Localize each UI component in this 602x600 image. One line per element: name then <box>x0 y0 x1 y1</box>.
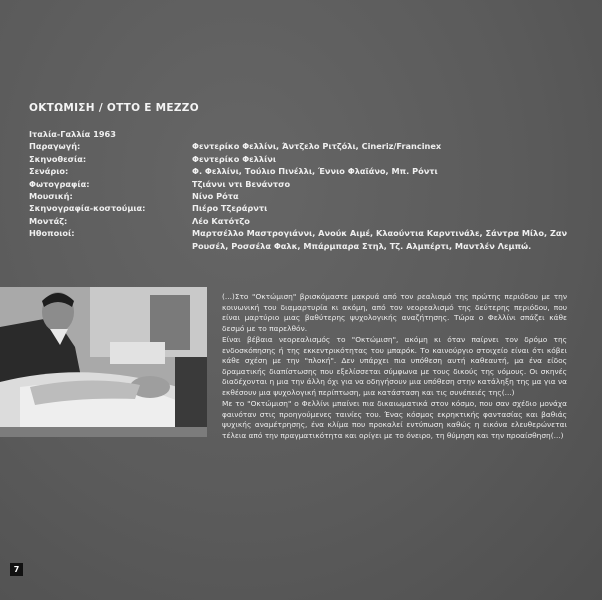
credit-value: Φεντερίκο Φελλίνι <box>192 153 277 164</box>
film-still-photo <box>0 287 207 437</box>
paragraph: Με το "Οκτώμιση" ο Φελλίνι μπαίνει πια δικαιωματικά στον κόσμο, που σαν σχέδιο μονάχα φαινόταν στις προηγούμενες ταινίες του. Ένας κόσμος εκρηκτικής φαντασίας και βαθιάς ψυχικής αναμέτρησης, ένα κλίμα που προκαλεί εντύπωση καθώς η εικόνα ελευθερώνεται τέλεια από την πραγματικότητα και ορίγει με το όνειρο, τη θύμηση και την προαίσθηση(...) <box>222 399 567 440</box>
credit-value: Λέο Κατότζο <box>192 215 250 226</box>
origin-text: Ιταλία-Γαλλία 1963 <box>29 129 116 139</box>
credit-label: Σκηνογραφία-κοστούμια: <box>29 203 146 214</box>
credit-row-set-design <box>29 202 589 214</box>
film-still-image <box>0 287 207 437</box>
paragraph: (...)Στο "Οκτώμιση" βρισκόμαστε μακρυά από τον ρεαλισμό της πρώτης περιόδου με την κοινωνική του διαμαρτυρία κι ακόμη, από τον νεορεαλισμό της δεύτερης περιόδου, που είναι μαρτύριο μιας βαθύτερης ψυχολογικής αναζήτησης. Τώρα ο Φελλίνι σπάζει κάθε δεσμό με το παρελθόν. <box>222 292 567 333</box>
credit-value: Τζιάννι ντι Βενάντσο <box>192 178 291 189</box>
credit-value: Φεντερίκο Φελλίνι, Άντζελο Ριτζόλι, Cineriz/Francinex <box>192 141 442 152</box>
credit-value: Πιέρο Τζεράρντι <box>192 203 268 214</box>
credit-label: Ηθοποιοί: <box>29 228 75 239</box>
credit-row-cast <box>29 227 589 252</box>
credit-label: Φωτογραφία: <box>29 178 90 189</box>
credit-label: Μουσική: <box>29 191 73 202</box>
paragraph: Είναι βέβαια νεορεαλισμός το "Οκτώμιση", ακόμη κι όταν παίρνει τον δρόμο της ενδοσκόπησης ή της εκκεντρικότητας του μπαρόκ. Το καινούργιο στοιχείο είναι ότι κόβει κάθε σχέση με την "πλοκή". Δεν υπάρχει πια υπόθεση αυτή καθεαυτή, μα ένα είδος δραματικής διαπίστωσης που εξελίσσεται σύμφωνα με τους δικούς της νόμους. Οι σκηνές διαδέχονται η μια την άλλη όχι για να οδηγήσουν μια υπόθεση στην κατάληξη της μα για να εκθέσουν μια ψυχολογική περίπτωση, μια κατάσταση και τις συνέπειές της(...) <box>222 335 567 397</box>
credit-value: Νίνο Ρότα <box>192 191 239 202</box>
credit-label: Παραγωγή: <box>29 141 81 152</box>
credit-label: Σκηνοθεσία: <box>29 153 87 164</box>
credit-row-editing <box>29 215 589 227</box>
credit-value: Μαρτσέλλο Μαστρογιάννι, Ανούκ Αιμέ, Κλαούντια Καρντινάλε, Σάντρα Μίλο, Ζαν Ρουσέλ, Ροσσέλα Φαλκ, Μπάρμπαρα Στηλ, Τζ. Αλμπέρτι, Μαντλέν Λεμπώ. <box>192 228 568 251</box>
credit-value: Φ. Φελλίνι, Τούλιο Πινέλλι, Έννιο Φλαϊάνο, Μπ. Ρόντι <box>192 166 438 177</box>
credits-block <box>29 128 589 252</box>
credit-row-photography <box>29 178 589 190</box>
credit-row-production <box>29 140 589 152</box>
page-number: 7 <box>10 563 23 576</box>
review-text <box>222 292 567 442</box>
credit-row-direction <box>29 153 589 165</box>
film-title: ΟΚΤΩΜΙΣΗ / ΟΤΤΟ Ε ΜΕΖΖΟ <box>29 102 199 114</box>
credit-row-screenplay <box>29 165 589 177</box>
credit-label: Σενάριο: <box>29 166 69 177</box>
credit-label: Μοντάζ: <box>29 215 68 226</box>
origin-row <box>29 128 589 140</box>
credit-row-music <box>29 190 589 202</box>
